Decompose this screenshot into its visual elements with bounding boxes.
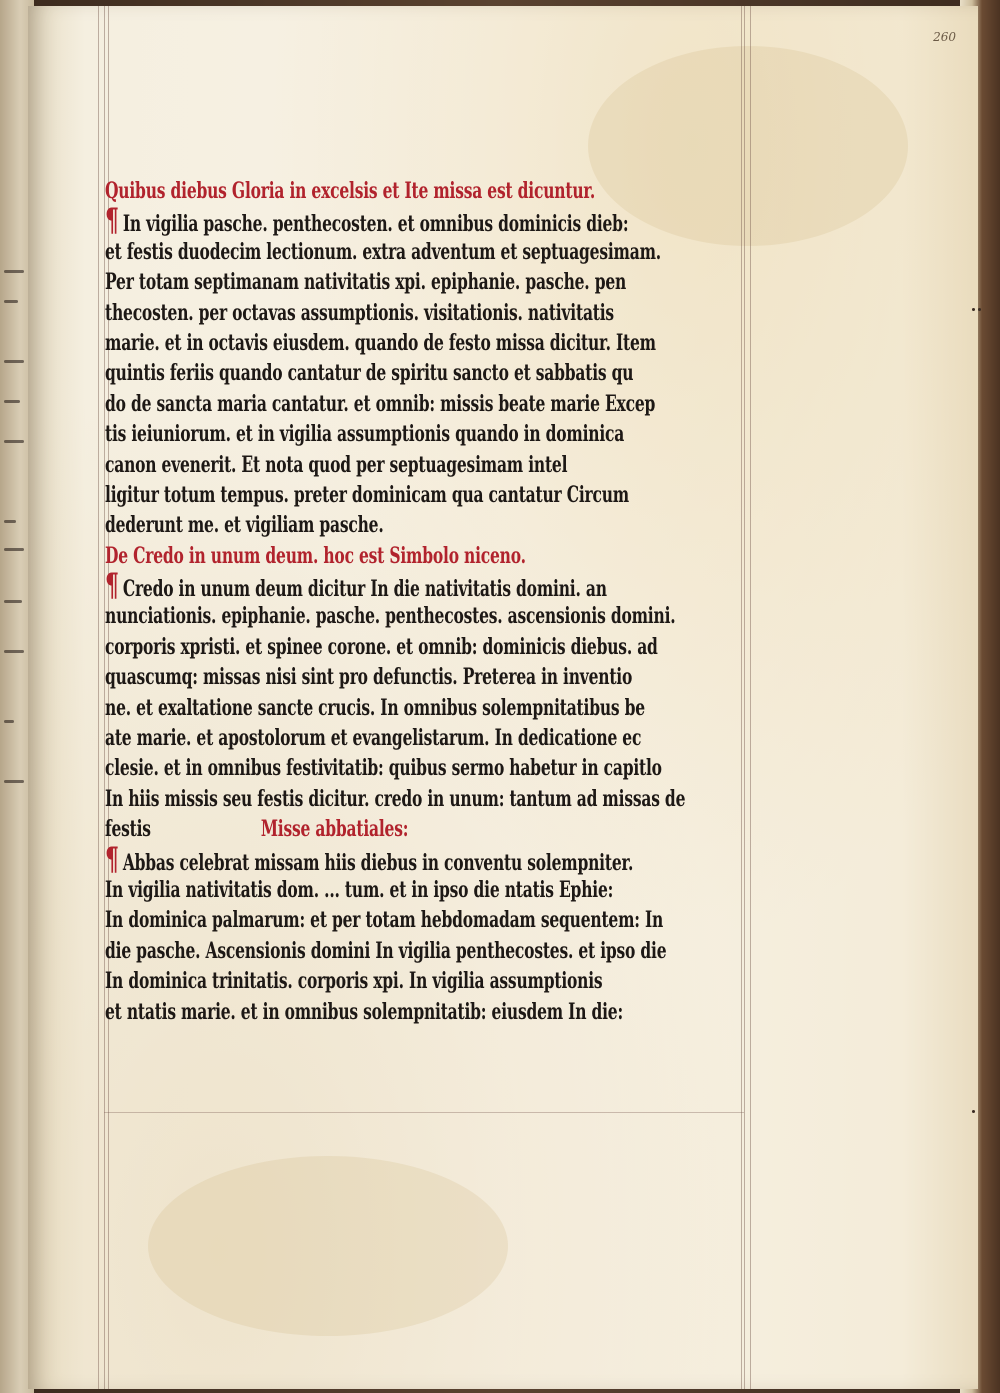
text-line: ¶ Abbas celebrat missam hiis diebus in conventu solempniter. — [105, 838, 775, 882]
text-line: Per totam septimanam nativitatis xpi. epiphanie. pasche. pen — [105, 267, 627, 296]
text-line: canon evenerit. Et nota quod per septuagesimam intel — [105, 449, 568, 478]
text-line: festis Misse abbatiales: — [105, 814, 409, 843]
text-line: marie. et in octavis eiusdem. quando de festo missa dicitur. Item — [105, 328, 656, 356]
rubric-heading: Quibus diebus Gloria in excelsis et Ite missa est dicuntur. — [105, 176, 596, 204]
rubric-heading: Misse abbatiales: — [260, 814, 409, 843]
text-line: dederunt me. et vigiliam pasche. — [105, 510, 384, 539]
rubricated-initial: ¶ — [105, 840, 119, 879]
text-line: quascumq: missas nisi sint pro defunctis. Preterea in inventio — [105, 662, 633, 691]
rubricated-initial: ¶ — [105, 202, 119, 241]
text-line: clesie. et in omnibus festivitatib: quibus sermo habetur in capitlo — [105, 753, 662, 782]
text-column — [105, 176, 775, 1027]
text-line: nunciationis. epiphanie. pasche. penthecostes. ascensionis domini. — [105, 601, 676, 630]
text-line: In vigilia nativitatis dom. ... tum. et in ipso die ntatis Ephie: — [105, 875, 614, 903]
text-line: die pasche. Ascensionis domini In vigilia penthecostes. et ipso die — [105, 936, 667, 964]
ruling-line — [104, 1112, 744, 1113]
text-line: ate marie. et apostolorum et evangelistarum. In dedicatione ec — [105, 723, 642, 751]
text-line: In dominica palmarum: et per totam hebdomadam sequentem: In — [105, 905, 664, 934]
text-line: corporis xpristi. et spinee corone. et omnib: dominicis diebus. ad — [105, 632, 658, 660]
text-line: thecosten. per octavas assumptionis. visitationis. nativitatis — [105, 297, 614, 326]
text-line: ligitur totum tempus. preter dominicam qua cantatur Circum — [105, 480, 630, 508]
text-line: et ntatis marie. et in omnibus solempnitatib: eiusdem In die: — [105, 996, 623, 1025]
rubric-heading: De Credo in unum deum. hoc est Simbolo niceno. — [105, 541, 526, 569]
text-line: ¶ Credo in unum deum dicitur In die nativitatis domini. an — [105, 564, 775, 608]
text-line: ¶ In vigilia pasche. penthecosten. et omnibus dominicis dieb: — [105, 200, 775, 244]
text-line: do de sancta maria cantatur. et omnib: missis beate marie Excep — [105, 389, 656, 417]
manuscript-folio — [28, 6, 978, 1389]
text-line: In dominica trinitatis. corporis xpi. In vigilia assumptionis — [105, 966, 603, 995]
text-line: tis ieiuniorum. et in vigilia assumptionis quando in dominica — [105, 419, 625, 448]
text-line: In hiis missis seu festis dicitur. credo in unum: tantum ad missas de — [105, 784, 686, 812]
rubricated-initial: ¶ — [105, 567, 119, 605]
text-line: ne. et exaltatione sancte crucis. In omnibus solempnitatibus be — [105, 693, 645, 721]
ruling-line — [98, 6, 99, 1389]
text-line: quintis feriis quando cantatur de spiritu sancto et sabbatis qu — [105, 358, 634, 387]
folio-number: 260 — [933, 30, 956, 44]
text-line: et festis duodecim lectionum. extra adventum et septuagesimam. — [105, 237, 661, 265]
